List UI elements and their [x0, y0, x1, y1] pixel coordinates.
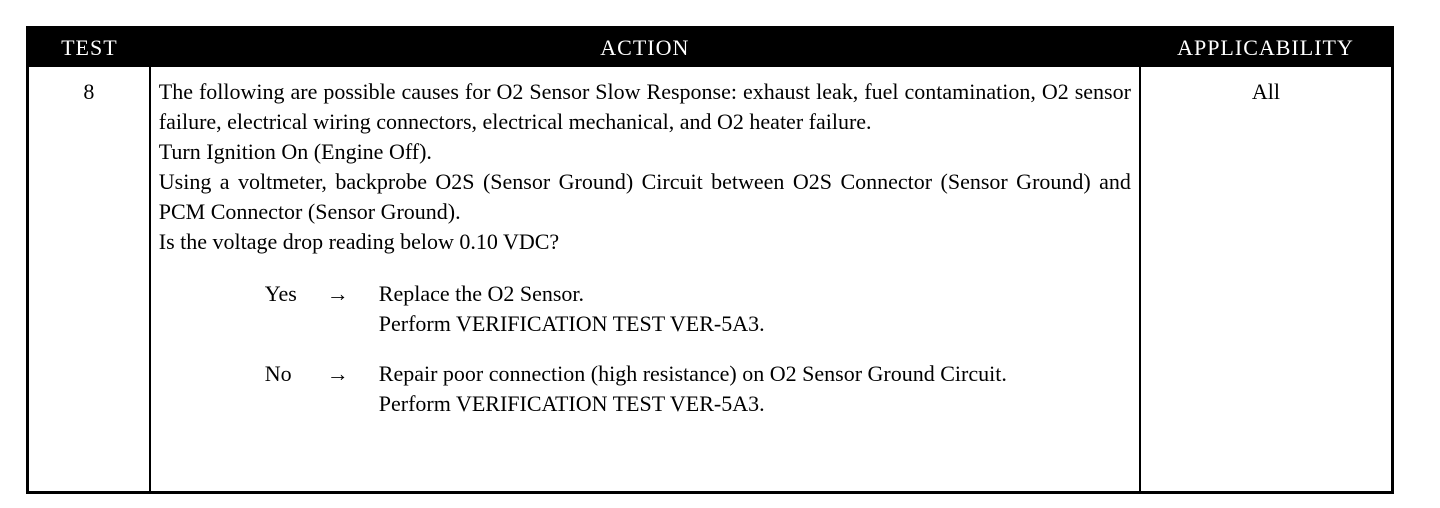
arrow-right-icon: → [326, 281, 349, 306]
applicability-cell: All [1140, 67, 1393, 493]
action-cell [150, 67, 1140, 493]
step-voltmeter: Using a voltmeter, backprobe O2S (Sensor Ground) Circuit between O2S Connector (Sensor Ground) and PCM Connector (Sensor Ground). [158, 169, 1131, 224]
step-ignition: Turn Ignition On (Engine Off). [158, 139, 432, 164]
diagnostic-table [26, 26, 1394, 494]
outcome-yes-line-2: Perform VERIFICATION TEST VER-5A3. [378, 311, 765, 336]
table-row [28, 67, 1393, 493]
test-number: 8 [83, 79, 95, 104]
arrow-right-icon: → [326, 361, 349, 386]
outcome-no-line-1: Repair poor connection (high resistance) on O2 Sensor Ground Circuit. [378, 361, 1007, 386]
outcome-no-text [379, 359, 1131, 419]
header-applicability: APPLICABILITY [1140, 28, 1393, 68]
outcome-no-line-2: Perform VERIFICATION TEST VER-5A3. [378, 391, 765, 416]
outcome-yes [159, 279, 1131, 339]
outcome-yes-text [379, 279, 1131, 339]
outcome-no [159, 359, 1131, 419]
outcome-no-label: No [264, 361, 292, 386]
causes-paragraph: The following are possible causes for O2 Sensor Slow Response: exhaust leak, fuel contamination, O2 sensor failure, electrical wiring connectors, electrical mechanical, and O2 heater failure. [158, 79, 1131, 134]
question-text: Is the voltage drop reading below 0.10 VDC? [158, 229, 560, 254]
table-header-row [28, 28, 1393, 68]
outcome-yes-label: Yes [264, 281, 297, 306]
outcome-yes-line-1: Replace the O2 Sensor. [378, 281, 585, 306]
header-action: ACTION [150, 28, 1140, 68]
header-test: TEST [28, 28, 150, 68]
